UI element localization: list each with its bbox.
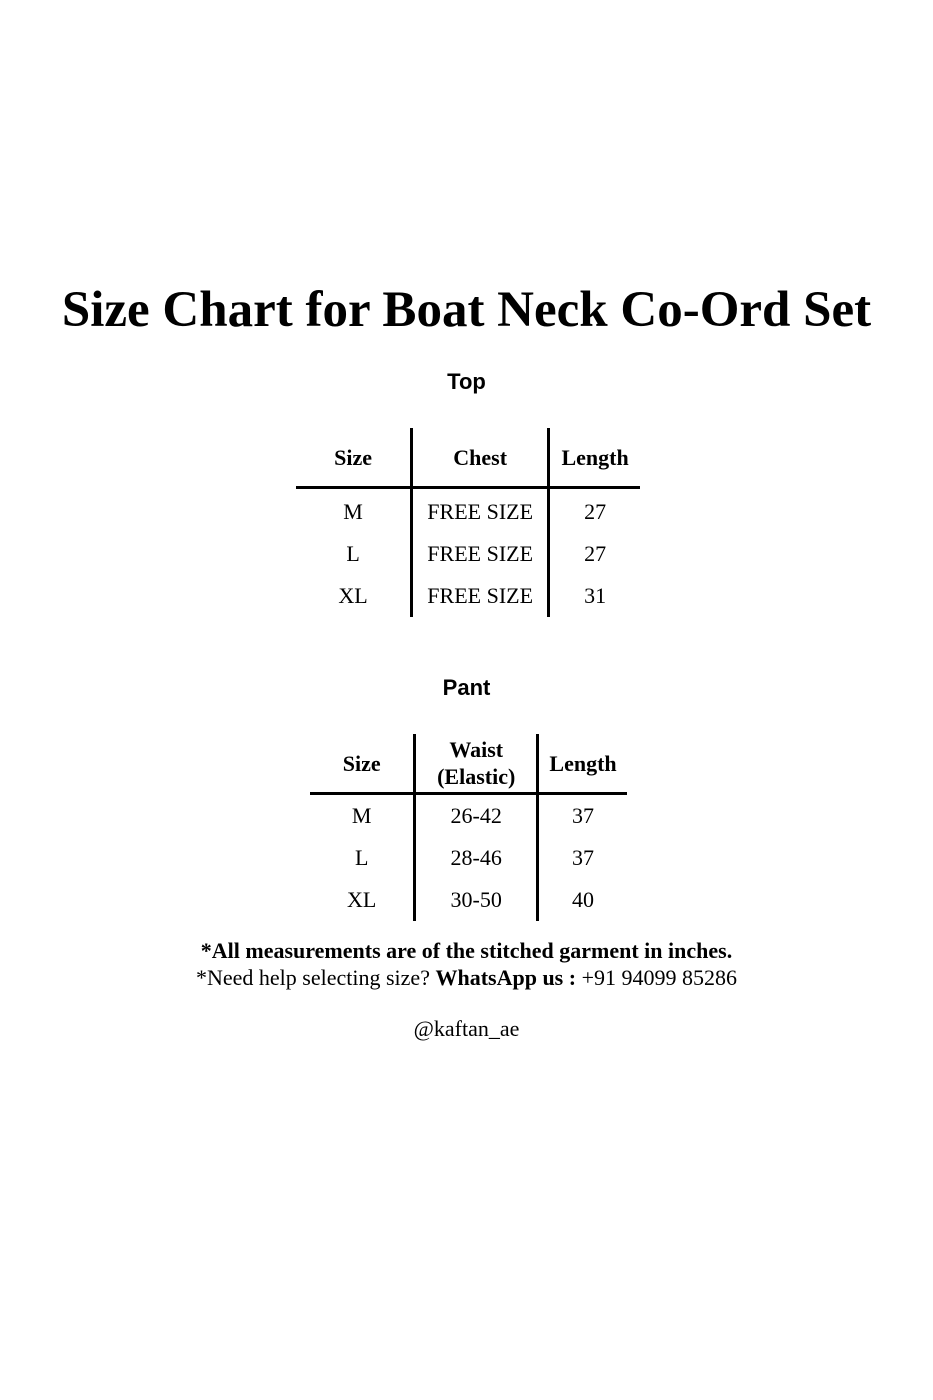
column-header-size: Size	[310, 734, 415, 794]
length-cell: 37	[572, 845, 595, 870]
whatsapp-label: WhatsApp us :	[435, 965, 577, 990]
column-header-chest: Chest	[412, 428, 549, 488]
pant-section-heading: Pant	[442, 675, 491, 700]
waist-cell: 28-46	[415, 837, 538, 879]
help-prefix: *Need help selecting size?	[196, 965, 430, 990]
whatsapp-phone: +91 94099 85286	[581, 965, 737, 990]
chest-cell: FREE SIZE	[412, 575, 549, 617]
size-cell: M	[310, 794, 415, 838]
size-cell: XL	[296, 575, 412, 617]
chest-cell: FREE SIZE	[412, 533, 549, 575]
social-handle: @kaftan_ae	[413, 1016, 520, 1041]
column-header-waist	[415, 734, 538, 794]
table-header-row	[310, 734, 627, 794]
size-cell: L	[310, 837, 415, 879]
table-row	[310, 837, 627, 879]
waist-header-label: Waist	[449, 737, 504, 762]
top-size-table	[296, 428, 640, 617]
length-cell: 27	[584, 499, 607, 524]
size-cell: L	[296, 533, 412, 575]
column-header-length: Length	[549, 428, 640, 488]
table-row	[310, 879, 627, 921]
size-cell: XL	[310, 879, 415, 921]
table-row	[296, 533, 640, 575]
table-row	[310, 794, 627, 838]
top-section-heading: Top	[447, 369, 486, 394]
table-row	[296, 488, 640, 534]
size-cell: M	[296, 488, 412, 534]
column-header-size: Size	[296, 428, 412, 488]
column-header-length: Length	[538, 734, 627, 794]
length-cell: 27	[584, 541, 607, 566]
chest-cell: FREE SIZE	[412, 488, 549, 534]
measurement-note: *All measurements are of the stitched garment in inches.	[200, 938, 733, 963]
table-header-row	[296, 428, 640, 488]
length-cell: 37	[572, 803, 595, 828]
page-title: Size Chart for Boat Neck Co-Ord Set	[61, 282, 872, 338]
table-row	[296, 575, 640, 617]
pant-size-table	[310, 734, 627, 921]
help-note	[0, 964, 933, 991]
length-cell: 31	[584, 583, 607, 608]
waist-cell: 30-50	[415, 879, 538, 921]
waist-header-sublabel: (Elastic)	[437, 764, 516, 789]
waist-cell: 26-42	[415, 794, 538, 838]
length-cell: 40	[572, 887, 595, 912]
